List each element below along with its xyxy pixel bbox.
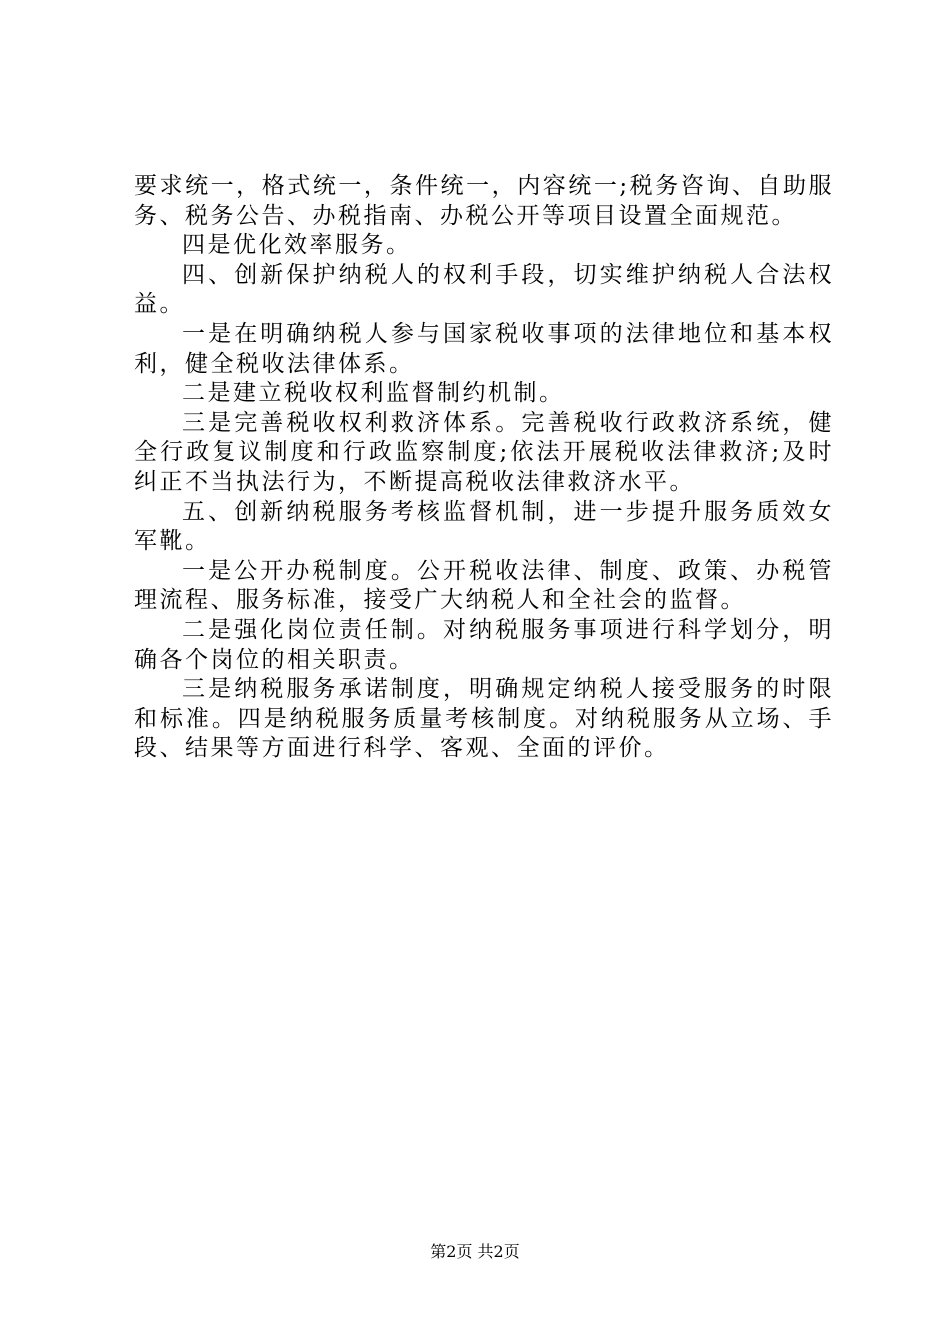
paragraph: 三是完善税收权利救济体系。完善税收行政救济系统，健全行政复议制度和行政监察制度;依法开展税收法律救济;及时纠正不当执法行为，不断提高税收法律救济水平。 <box>134 409 834 495</box>
paragraph: 三是纳税服务承诺制度，明确规定纳税人接受服务的时限和标准。四是纳税服务质量考核制度。对纳税服务从立场、手段、结果等方面进行科学、客观、全面的评价。 <box>134 676 834 762</box>
paragraph: 四是优化效率服务。 <box>182 232 412 259</box>
paragraph: 二是建立税收权利监督制约机制。 <box>182 380 565 407</box>
paragraph: 要求统一，格式统一，条件统一，内容统一;税务咨询、自助服务、税务公告、办税指南、办税公开等项目设置全面规范。 <box>134 173 834 229</box>
document-body <box>134 172 834 764</box>
section-heading: 五、创新纳税服务考核监督机制，进一步提升服务质效女军靴。 <box>134 498 834 555</box>
paragraph: 一是公开办税制度。公开税收法律、制度、政策、办税管理流程、服务标准，接受广大纳税人和全社会的监督。 <box>134 557 834 614</box>
page-number-footer: 第2页 共2页 <box>430 1242 520 1261</box>
section-heading: 四、创新保护纳税人的权利手段，切实维护纳税人合法权益。 <box>134 261 834 318</box>
paragraph: 二是强化岗位责任制。对纳税服务事项进行科学划分，明确各个岗位的相关职责。 <box>134 616 834 673</box>
paragraph: 一是在明确纳税人参与国家税收事项的法律地位和基本权利，健全税收法律体系。 <box>134 320 834 377</box>
